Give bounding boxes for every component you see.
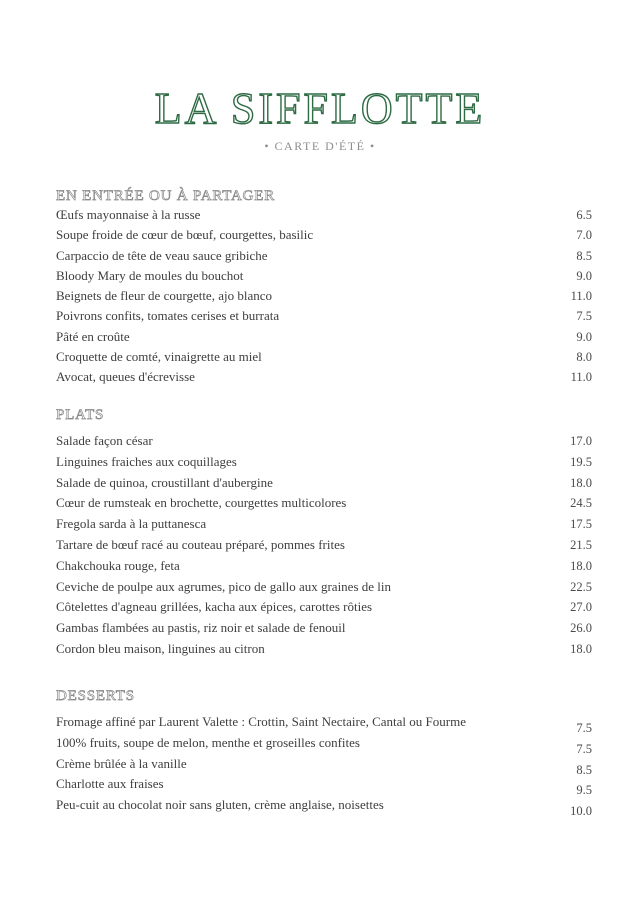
menu-item-name: Bloody Mary de moules du bouchot	[56, 267, 244, 283]
menu-item-price: 7.5	[576, 309, 592, 324]
menu-item-name: Soupe froide de cœur de bœuf, courgettes, basilic	[56, 227, 314, 243]
menu-item-name: Peu-cuit au chocolat noir sans gluten, crème anglaise, noisettes	[56, 797, 384, 813]
menu-item-price: 21.5	[570, 537, 592, 552]
menu-item-price: 8.0	[576, 350, 592, 365]
menu-item-name: Pâté en croûte	[56, 328, 130, 344]
menu-item	[56, 306, 592, 326]
menu-item-name: 100% fruits, soupe de melon, menthe et groseilles confites	[56, 734, 360, 750]
menu-item	[56, 577, 592, 598]
entrees-list	[56, 205, 592, 388]
menu-item-price: 18.0	[570, 475, 592, 490]
menu-item	[56, 493, 592, 514]
menu-item-price: 18.0	[570, 558, 592, 573]
menu-item	[56, 473, 592, 494]
menu-item	[56, 205, 592, 225]
menu-item	[56, 556, 592, 577]
menu-item-price: 9.0	[576, 329, 592, 344]
menu-item-name: Beignets de fleur de courgette, ajo blanco	[56, 288, 272, 304]
menu-item-name: Salade façon césar	[56, 433, 153, 448]
menu-item-price: 19.5	[570, 454, 592, 469]
menu-item	[56, 795, 592, 819]
menu-item-name: Croquette de comté, vinaigrette au miel	[56, 349, 262, 365]
menu-item	[56, 639, 592, 660]
menu-item-name: Avocat, queues d'écrevisse	[56, 369, 195, 385]
menu-item-name: Cordon bleu maison, linguines au citron	[56, 640, 265, 656]
plats-list	[56, 431, 592, 660]
menu-item	[56, 712, 592, 733]
menu-item	[56, 774, 592, 798]
menu-item-name: Charlotte aux fraises	[56, 776, 164, 792]
menu-item-name: Poivrons confits, tomates cerises et burrata	[56, 308, 280, 324]
menu-item	[56, 327, 592, 347]
menu-item-price: 6.5	[576, 208, 592, 222]
menu-item-name: Œufs mayonnaise à la russe	[56, 207, 201, 222]
menu-item	[56, 754, 592, 775]
menu-item	[56, 367, 592, 387]
menu-item-name: Côtelettes d'agneau grillées, kacha aux épices, carottes rôties	[56, 599, 373, 615]
menu-item-price: 9.5	[576, 783, 592, 798]
menu-item-name: Fregola sarda à la puttanesca	[56, 516, 207, 532]
menu-item-price: 8.5	[576, 762, 592, 777]
menu-item-price: 11.0	[570, 289, 592, 304]
menu-item-price: 10.0	[570, 804, 592, 819]
menu-item-name: Salade de quinoa, croustillant d'aubergine	[56, 474, 273, 490]
desserts-list	[56, 712, 592, 819]
section-title-desserts: DESSERTS	[56, 688, 135, 704]
menu-item-price: 8.5	[576, 248, 592, 263]
menu-item-name: Carpaccio de tête de veau sauce gribiche	[56, 247, 268, 263]
menu-item-price: 27.0	[570, 600, 592, 615]
menu-item	[56, 733, 592, 754]
menu-item-price: 11.0	[570, 370, 592, 385]
menu-item-name: Crème brûlée à la vanille	[56, 755, 187, 771]
menu-item-name: Tartare de bœuf racé au couteau préparé, pommes frites	[56, 536, 345, 552]
menu-item	[56, 535, 592, 556]
menu-item	[56, 514, 592, 535]
menu-item-price: 18.0	[570, 641, 592, 656]
menu-item-price: 7.5	[576, 721, 592, 735]
menu-item	[56, 286, 592, 306]
restaurant-title: LA SIFFLOTTE	[154, 84, 486, 133]
menu-item-price: 17.5	[570, 517, 592, 532]
menu-item	[56, 347, 592, 367]
menu-item-name: Ceviche de poulpe aux agrumes, pico de gallo aux graines de lin	[56, 578, 392, 594]
menu-item	[56, 597, 592, 618]
menu-item	[56, 452, 592, 473]
menu-item-price: 26.0	[570, 621, 592, 636]
menu-item	[56, 431, 592, 452]
menu-item-price: 24.5	[570, 496, 592, 511]
section-title-plats: PLATS	[56, 407, 105, 423]
menu-item-price: 9.0	[576, 268, 592, 283]
menu-item-price: 7.0	[576, 228, 592, 243]
menu-item	[56, 225, 592, 245]
menu-item-name: Linguines fraiches aux coquillages	[56, 453, 237, 469]
menu-subtitle: • CARTE D'ÉTÉ •	[264, 139, 376, 153]
menu-item-price: 7.5	[576, 741, 592, 756]
menu-item	[56, 246, 592, 266]
menu-item-price: 22.5	[570, 579, 592, 594]
menu-item	[56, 618, 592, 639]
menu-item-name: Chakchouka rouge, feta	[56, 557, 180, 573]
menu-item-price: 17.0	[570, 434, 592, 448]
menu-item-name: Fromage affiné par Laurent Valette : Crottin, Saint Nectaire, Cantal ou Fourme	[56, 714, 466, 729]
menu-item-name: Cœur de rumsteak en brochette, courgettes multicolores	[56, 495, 347, 511]
menu-item-name: Gambas flambées au pastis, riz noir et salade de fenouil	[56, 620, 346, 636]
section-title-entrees: EN ENTRÉE OU À PARTAGER	[56, 188, 276, 204]
menu-item	[56, 266, 592, 286]
